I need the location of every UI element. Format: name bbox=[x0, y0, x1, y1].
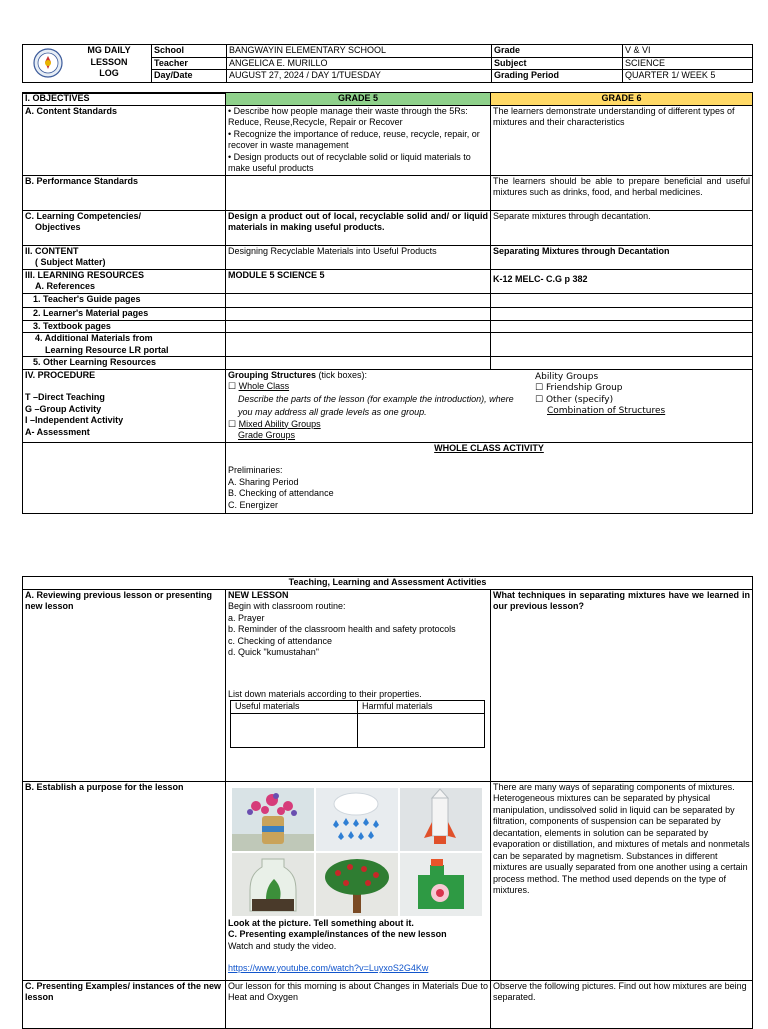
legend-assessment: A- Assessment bbox=[25, 426, 90, 437]
purpose-g6-intro: There are many ways of separating components of mixtures. bbox=[493, 781, 735, 792]
content-standards-g6: The learners demonstrate understanding of different types of mixtures and their characteristics bbox=[491, 105, 753, 175]
empty-cell bbox=[226, 333, 491, 357]
content-standards-label: A. Content Standards bbox=[23, 105, 226, 175]
subject-value: SCIENCE bbox=[623, 57, 753, 70]
new-lesson-title: NEW LESSON bbox=[228, 589, 289, 600]
bottle-flowers-picture bbox=[232, 788, 314, 851]
empty-cell bbox=[491, 307, 753, 320]
bottle-rocket-picture bbox=[400, 788, 482, 851]
header-title-cell bbox=[23, 45, 152, 83]
video-link[interactable]: https://www.youtube.com/watch?v=LuyxoS2G4Kw bbox=[228, 963, 429, 973]
checkbox-icon[interactable]: ☐ bbox=[535, 383, 544, 393]
checkbox-icon[interactable]: ☐ bbox=[535, 394, 544, 405]
materials-table bbox=[230, 700, 485, 748]
routine-line: b. Reminder of the classroom health and safety protocols bbox=[228, 624, 456, 634]
combination-option: Combination of Structures bbox=[547, 406, 666, 416]
whole-class-activity-cell bbox=[226, 442, 753, 513]
checkbox-icon[interactable]: ☐ bbox=[228, 418, 237, 429]
grade-value: V & VI bbox=[623, 45, 753, 58]
look-instruction: Look at the picture. Tell something about it. bbox=[228, 917, 414, 928]
checkbox-icon[interactable]: ☐ bbox=[228, 381, 237, 391]
purpose-label: B. Establish a purpose for the lesson bbox=[23, 781, 226, 980]
teacher-label: Teacher bbox=[152, 57, 227, 70]
additional-materials-line1: 4. Additional Materials from bbox=[35, 333, 153, 343]
empty-cell bbox=[491, 333, 753, 357]
preliminaries-item: B. Checking of attendance bbox=[228, 488, 334, 498]
lesson-log-table bbox=[22, 44, 753, 94]
additional-materials-line2: Learning Resource LR portal bbox=[45, 344, 169, 355]
grading-period-label: Grading Period bbox=[492, 70, 623, 83]
competencies-g6: Separate mixtures through decantation. bbox=[491, 210, 753, 245]
content-label bbox=[23, 245, 226, 269]
empty-cell bbox=[226, 357, 491, 370]
whole-class-activity-title: WHOLE CLASS ACTIVITY bbox=[434, 442, 544, 453]
procedure-heading: IV. PROCEDURE bbox=[25, 369, 96, 380]
bottle-cap-tree-picture bbox=[316, 853, 398, 916]
learners-material-label: 2. Learner's Material pages bbox=[23, 307, 226, 320]
routine-line: c. Checking of attendance bbox=[228, 635, 333, 646]
content-standards-g5 bbox=[226, 105, 491, 175]
purpose-g5 bbox=[226, 781, 491, 980]
routine-line: a. Prayer bbox=[228, 612, 265, 623]
textbook-label: 3. Textbook pages bbox=[23, 320, 226, 333]
gallon-planter-picture bbox=[400, 853, 482, 916]
routine-line: Begin with classroom routine: bbox=[228, 601, 346, 611]
header-title-line-3: LOG bbox=[99, 68, 119, 78]
performance-standards-g5 bbox=[226, 175, 491, 210]
purpose-g6 bbox=[491, 781, 753, 980]
content-standard-item: • Design products out of recyclable solid or liquid materials to make useful products bbox=[228, 151, 471, 173]
useful-materials-cell[interactable] bbox=[231, 713, 358, 747]
resources-label-cell bbox=[23, 269, 226, 293]
reviewing-g6: What techniques in separating mixtures have we learned in our previous lesson? bbox=[491, 589, 753, 781]
preliminaries-title: Preliminaries: bbox=[228, 465, 283, 475]
tla-title: Teaching, Learning and Assessment Activities bbox=[23, 577, 753, 590]
school-label: School bbox=[152, 45, 227, 58]
other-specify-option: Other (specify) bbox=[545, 394, 614, 405]
routine-line: d. Quick "kumustahan" bbox=[228, 647, 319, 657]
objectives-table bbox=[22, 92, 753, 514]
references-label: A. References bbox=[35, 281, 96, 291]
reviewing-g5 bbox=[226, 589, 491, 781]
empty-cell bbox=[226, 293, 491, 307]
resources-heading: III. LEARNING RESOURCES bbox=[25, 269, 145, 280]
bottle-terrarium-picture bbox=[232, 853, 314, 916]
grade-label: Grade bbox=[492, 45, 623, 58]
competencies-label-line2: Objectives bbox=[35, 222, 81, 232]
day-date-label: Day/Date bbox=[152, 70, 227, 83]
whole-class-option: Whole Class bbox=[238, 381, 290, 391]
presenting-example-title: C. Presenting example/instances of the new lesson bbox=[228, 929, 447, 939]
grade-groups-option: Grade Groups bbox=[238, 430, 296, 440]
preliminaries-item: C. Energizer bbox=[228, 499, 279, 510]
legend-independent-activity: I –Independent Activity bbox=[25, 415, 124, 425]
purpose-g6-body: Heterogeneous mixtures can be separated by physical manipulation, undissolved solid in liquid can be separated by filtration, components of suspension can be separated by decantation, elements in solution can be separated by evaporation or distillation, and mixtures of metals and nonmetals can be separated by magnetism. Substances in different mixtures are usually separated from one another using a certain process method. The method used depends on the type of mixtures. bbox=[493, 793, 750, 895]
competencies-label-line1: C. Learning Competencies/ bbox=[25, 210, 142, 221]
reviewing-label: A. Reviewing previous lesson or presenting new lesson bbox=[23, 589, 226, 781]
empty-cell bbox=[226, 320, 491, 333]
resources-g5: MODULE 5 SCIENCE 5 bbox=[226, 269, 491, 293]
header-title-line-1: MG DAILY bbox=[87, 45, 131, 55]
whole-class-description: Describe the parts of the lesson (for example the introduction), where you may address all grade levels as one group. bbox=[238, 393, 514, 417]
tla-table bbox=[22, 576, 753, 1029]
legend-group-activity: G –Group Activity bbox=[25, 403, 102, 414]
watch-instruction: Watch and study the video. bbox=[228, 940, 337, 951]
empty-cell bbox=[491, 320, 753, 333]
ability-groups-option: Ability Groups bbox=[535, 371, 599, 382]
ability-groups-list bbox=[535, 372, 665, 418]
preliminaries-item: A. Sharing Period bbox=[228, 476, 299, 487]
additional-materials-label bbox=[23, 333, 226, 357]
competencies-g5: Design a product out of local, recyclable solid and/ or liquid materials in making useful products. bbox=[226, 210, 491, 245]
school-value: BANGWAYIN ELEMENTARY SCHOOL bbox=[227, 45, 492, 58]
content-label-line2: ( Subject Matter) bbox=[35, 257, 106, 267]
content-standard-item: • Recognize the importance of reduce, reuse, recycle, repair, or recover in waste management bbox=[228, 128, 480, 150]
recycled-crafts-collage bbox=[228, 782, 488, 918]
performance-standards-label: B. Performance Standards bbox=[23, 175, 226, 210]
content-g6: Separating Mixtures through Decantation bbox=[491, 245, 753, 269]
examples-g5: Our lesson for this morning is about Changes in Materials Due to Heat and Oxygen bbox=[226, 980, 491, 1028]
performance-standards-g6: The learners should be able to prepare beneficial and useful mixtures such as drinks, food, and herbal medicines. bbox=[491, 175, 753, 210]
examples-label: C. Presenting Examples/ instances of the new lesson bbox=[23, 980, 226, 1028]
grouping-structures-cell bbox=[226, 369, 753, 442]
day-date-value: AUGUST 27, 2024 / DAY 1/TUESDAY bbox=[227, 70, 492, 83]
grading-period-value: QUARTER 1/ WEEK 5 bbox=[623, 70, 753, 83]
empty-cell bbox=[491, 357, 753, 370]
legend-direct-teaching: T –Direct Teaching bbox=[25, 392, 105, 402]
content-g5: Designing Recyclable Materials into Useful Products bbox=[226, 245, 491, 269]
objectives-heading: I. OBJECTIVES bbox=[23, 93, 226, 106]
useful-materials-header: Useful materials bbox=[231, 701, 358, 714]
empty-cell bbox=[491, 293, 753, 307]
grade5-header: GRADE 5 bbox=[226, 93, 491, 106]
harmful-materials-header: Harmful materials bbox=[358, 701, 485, 714]
content-label-line1: II. CONTENT bbox=[25, 245, 79, 256]
content-standard-item: • Describe how people manage their waste through the 5Rs: Reduce, Reuse,Recycle, Repair or Recover bbox=[228, 105, 468, 127]
deped-seal-icon bbox=[33, 48, 63, 78]
grouping-suffix: (tick boxes): bbox=[316, 369, 368, 380]
other-resources-label: 5. Other Learning Resources bbox=[23, 357, 226, 370]
friendship-group-option: Friendship Group bbox=[545, 383, 623, 393]
mixed-ability-option: Mixed Ability Groups bbox=[238, 418, 321, 429]
grade6-header: GRADE 6 bbox=[491, 93, 753, 106]
list-instruction: List down materials according to their properties. bbox=[228, 688, 422, 699]
empty-cell bbox=[23, 442, 226, 513]
competencies-label bbox=[23, 210, 226, 245]
procedure-label-cell bbox=[23, 369, 226, 442]
cloud-mobile-picture bbox=[316, 788, 398, 851]
empty-cell bbox=[226, 307, 491, 320]
teacher-value: ANGELICA E. MURILLO bbox=[227, 57, 492, 70]
subject-label: Subject bbox=[492, 57, 623, 70]
teachers-guide-label: 1. Teacher's Guide pages bbox=[23, 293, 226, 307]
examples-g6: Observe the following pictures. Find out how mixtures are being separated. bbox=[491, 980, 753, 1028]
grouping-title: Grouping Structures bbox=[228, 369, 317, 380]
header-title-line-2: LESSON bbox=[90, 56, 128, 67]
resources-g6: K-12 MELC- C.G p 382 bbox=[491, 269, 753, 293]
harmful-materials-cell[interactable] bbox=[358, 713, 485, 747]
